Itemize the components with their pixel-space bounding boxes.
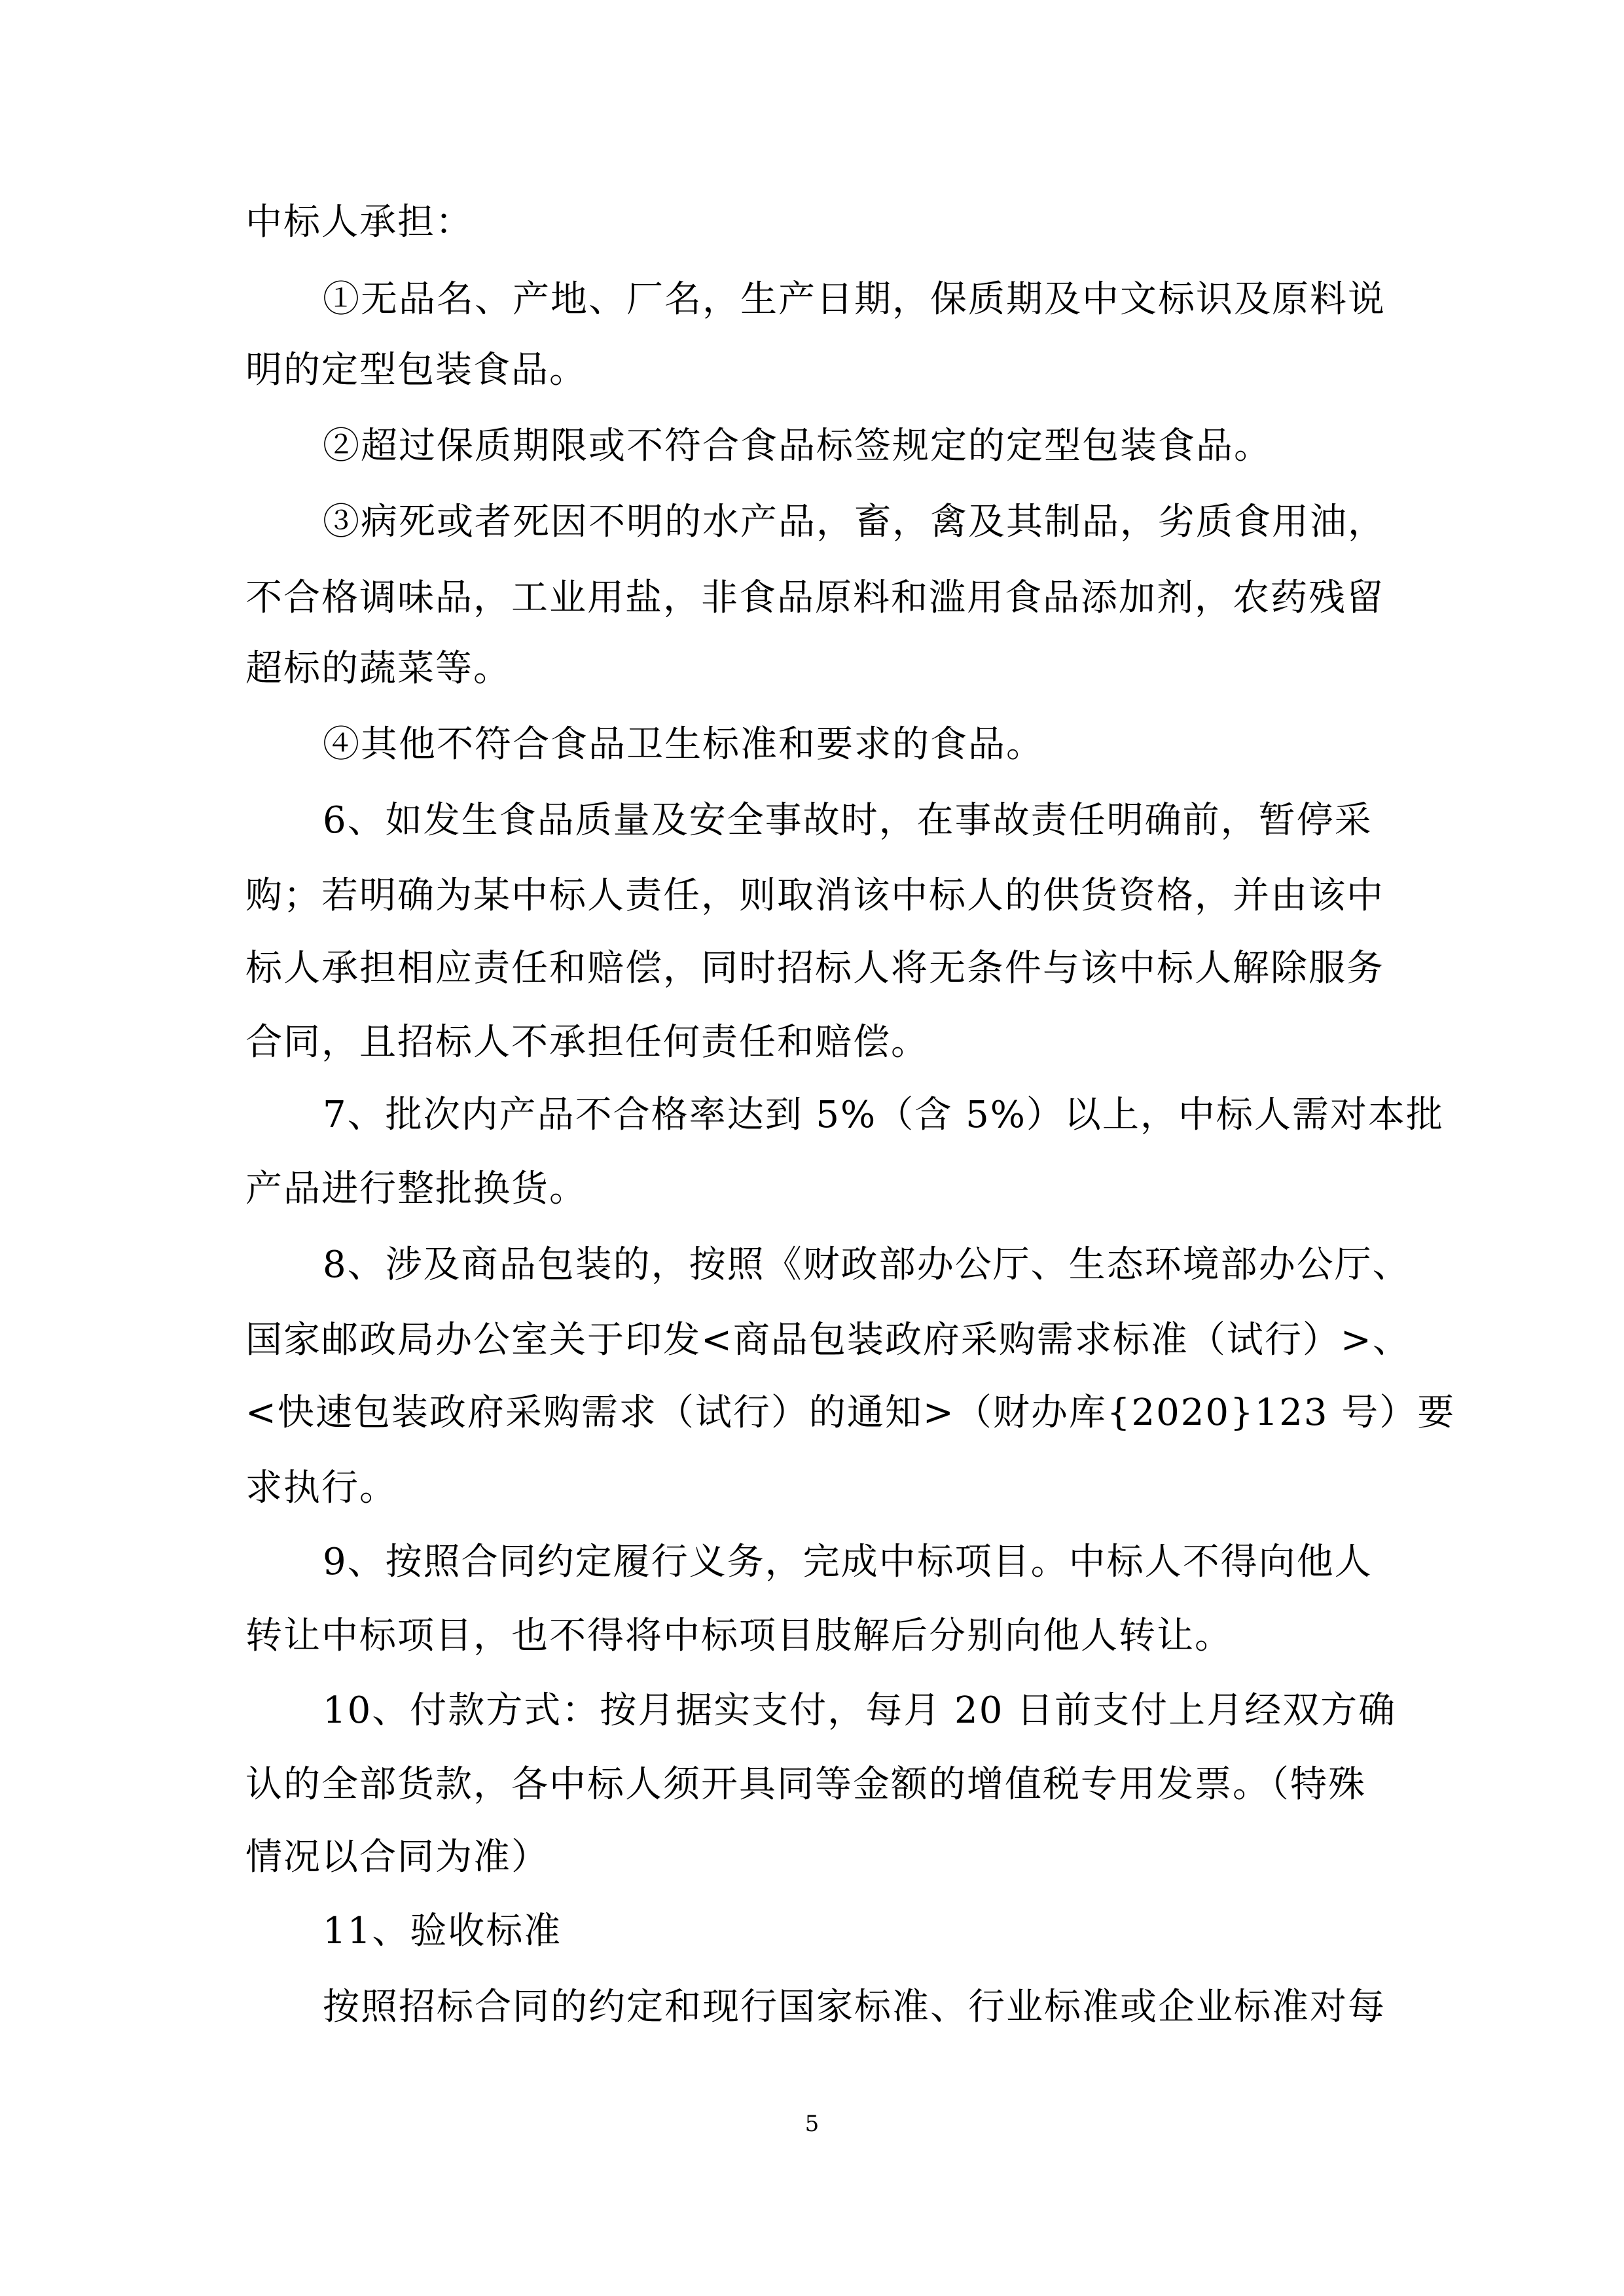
text-line: 不合格调味品，工业用盐，非食品原料和滥用食品添加剂，农药残留 — [245, 577, 1384, 619]
text-line: 明的定型包装食品。 — [245, 349, 587, 391]
text-line: ①无品名、产地、厂名，生产日期，保质期及中文标识及原料说 — [323, 278, 1386, 321]
text-line: 7、批次内产品不合格率达到 5%（含 5%）以上，中标人需对本批 — [323, 1094, 1444, 1136]
text-line: 求执行。 — [245, 1467, 397, 1509]
text-line: 按照招标合同的约定和现行国家标准、行业标准或企业标准对每 — [323, 1986, 1386, 2028]
text-line: ④其他不符合食品卫生标准和要求的食品。 — [323, 723, 1044, 766]
text-line: ②超过保质期限或不符合食品标签规定的定型包装食品。 — [323, 425, 1272, 467]
text-line: 8、涉及商品包装的，按照《财政部办公厅、生态环境部办公厅、 — [323, 1244, 1411, 1286]
text-line: 6、如发生食品质量及安全事故时，在事故责任明确前，暂停采 — [323, 799, 1373, 842]
text-line: <快速包装政府采购需求（试行）的通知>（财办库{2020}123 号）要 — [245, 1391, 1456, 1434]
text-line: 产品进行整批换货。 — [245, 1168, 587, 1210]
text-line: 标人承担相应责任和赔偿，同时招标人将无条件与该中标人解除服务 — [245, 947, 1384, 990]
text-line: 超标的蔬菜等。 — [245, 647, 511, 690]
text-line: 国家邮政局办公室关于印发<商品包装政府采购需求标准（试行）>、 — [245, 1319, 1411, 1361]
text-line: 转让中标项目，也不得将中标项目肢解后分别向他人转让。 — [245, 1615, 1233, 1657]
text-line: 9、按照合同约定履行义务，完成中标项目。中标人不得向他人 — [323, 1541, 1373, 1583]
text-line: 认的全部货款，各中标人须开具同等金额的增值税专用发票。（特殊 — [245, 1763, 1366, 1806]
text-line: ③病死或者死因不明的水产品，畜，禽及其制品，劣质食用油， — [323, 501, 1386, 543]
text-line: 中标人承担： — [245, 201, 473, 243]
text-line: 购；若明确为某中标人责任，则取消该中标人的供货资格，并由该中 — [245, 874, 1384, 917]
page-number: 5 — [804, 2111, 820, 2137]
text-line: 情况以合同为准） — [245, 1836, 549, 1878]
text-line: 合同，且招标人不承担任何责任和赔偿。 — [245, 1021, 929, 1064]
text-line: 10、付款方式：按月据实支付，每月 20 日前支付上月经双方确 — [323, 1689, 1397, 1732]
text-line: 11、验收标准 — [323, 1910, 562, 1952]
